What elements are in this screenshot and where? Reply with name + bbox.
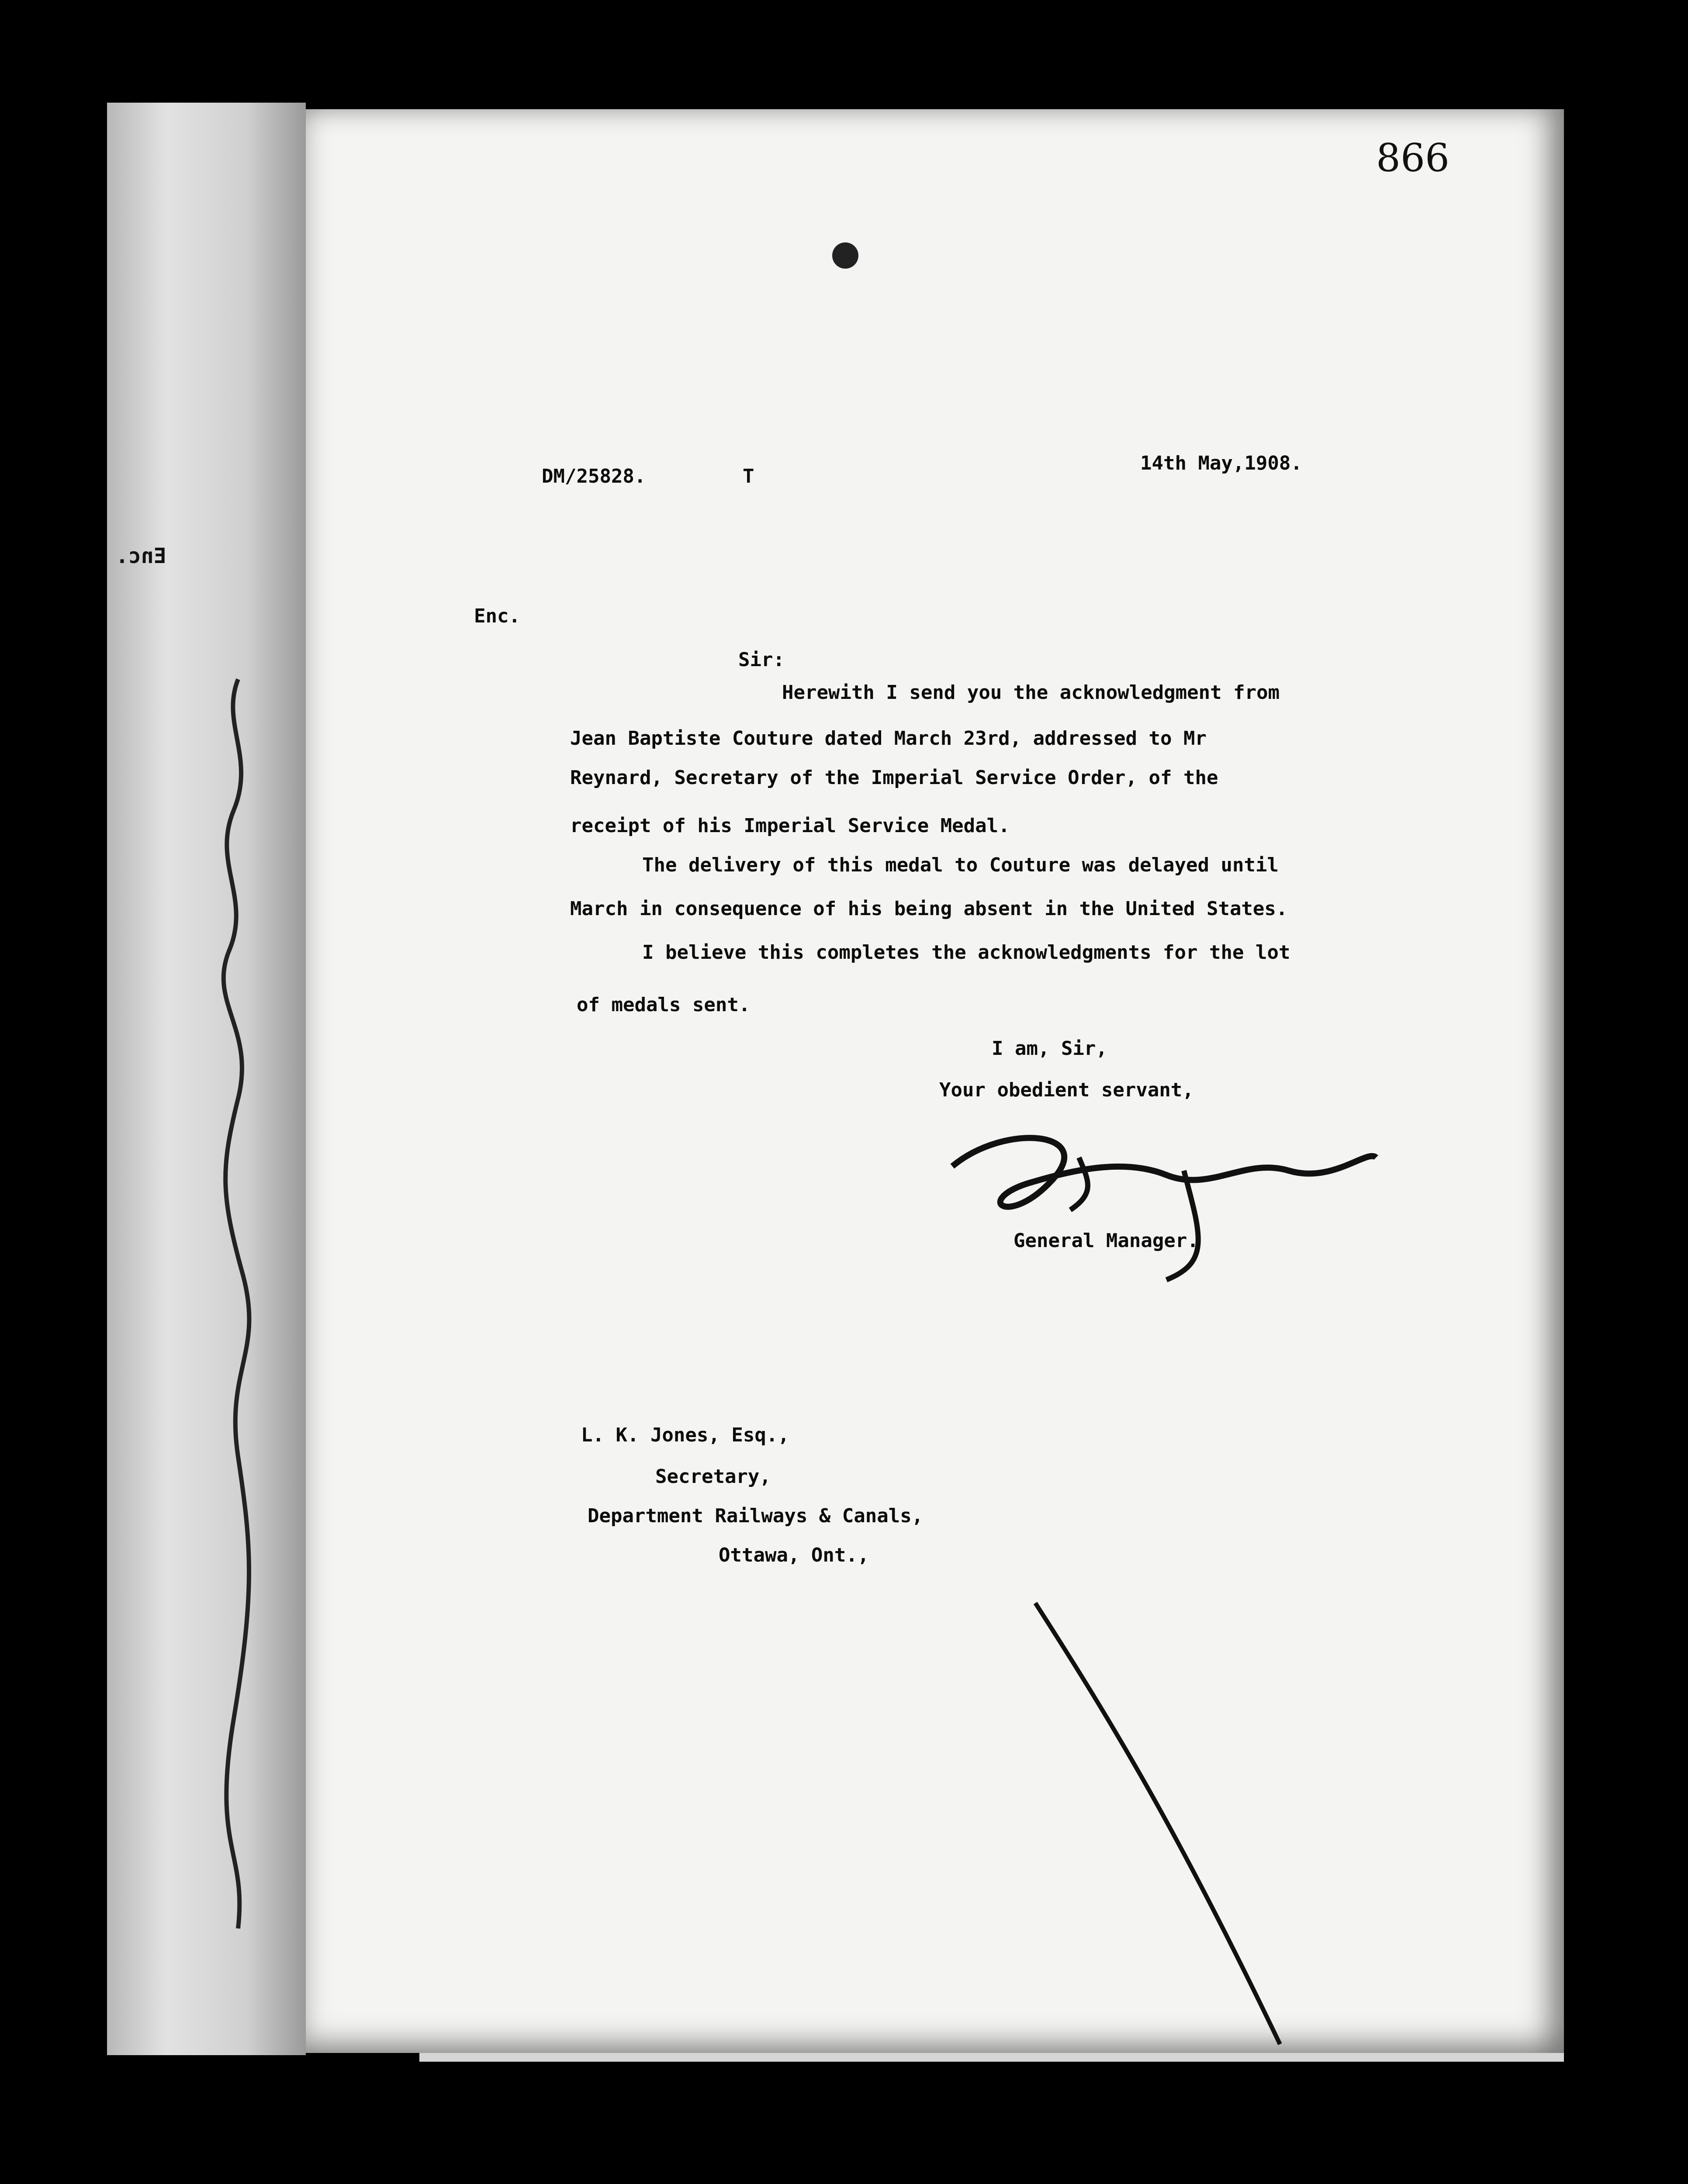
pencil-stroke xyxy=(1027,1594,1289,2053)
body-line: March in consequence of his being absent in the United States. xyxy=(570,898,1288,920)
page-number: 866 xyxy=(1376,135,1449,180)
closing-line: I am, Sir, xyxy=(992,1037,1107,1060)
address-line: Ottawa, Ont., xyxy=(719,1544,869,1566)
salutation: Sir: xyxy=(738,649,785,671)
letter-page xyxy=(306,109,1564,2053)
address-line: Secretary, xyxy=(655,1465,771,1488)
closing-line: Your obedient servant, xyxy=(939,1079,1194,1101)
letter-reference-mark: T xyxy=(743,465,754,487)
address-line: L. K. Jones, Esq., xyxy=(581,1424,789,1446)
left-binding-strip xyxy=(107,103,306,2055)
letter-reference: DM/25828. xyxy=(542,465,646,487)
body-line: Reynard, Secretary of the Imperial Service Order, of the xyxy=(570,767,1218,789)
punch-hole-mark xyxy=(832,242,858,269)
signer-title: General Manager. xyxy=(1013,1230,1199,1252)
body-line: receipt of his Imperial Service Medal. xyxy=(570,815,1010,837)
letter-date: 14th May,1908. xyxy=(1140,452,1302,474)
body-line: Herewith I send you the acknowledgment from xyxy=(782,681,1280,704)
body-line: I believe this completes the acknowledgments for the lot xyxy=(642,941,1290,964)
body-line: Jean Baptiste Couture dated March 23rd, addressed to Mr xyxy=(570,727,1207,750)
enclosure-note: Enc. xyxy=(474,605,520,627)
handwritten-margin-notes xyxy=(212,670,264,1937)
body-line: of medals sent. xyxy=(577,994,751,1016)
margin-stamp: Enc. xyxy=(116,544,166,568)
body-line: The delivery of this medal to Couture was delayed until xyxy=(642,854,1279,876)
address-line: Department Railways & Canals, xyxy=(588,1505,924,1527)
handwritten-signature xyxy=(939,1105,1398,1289)
